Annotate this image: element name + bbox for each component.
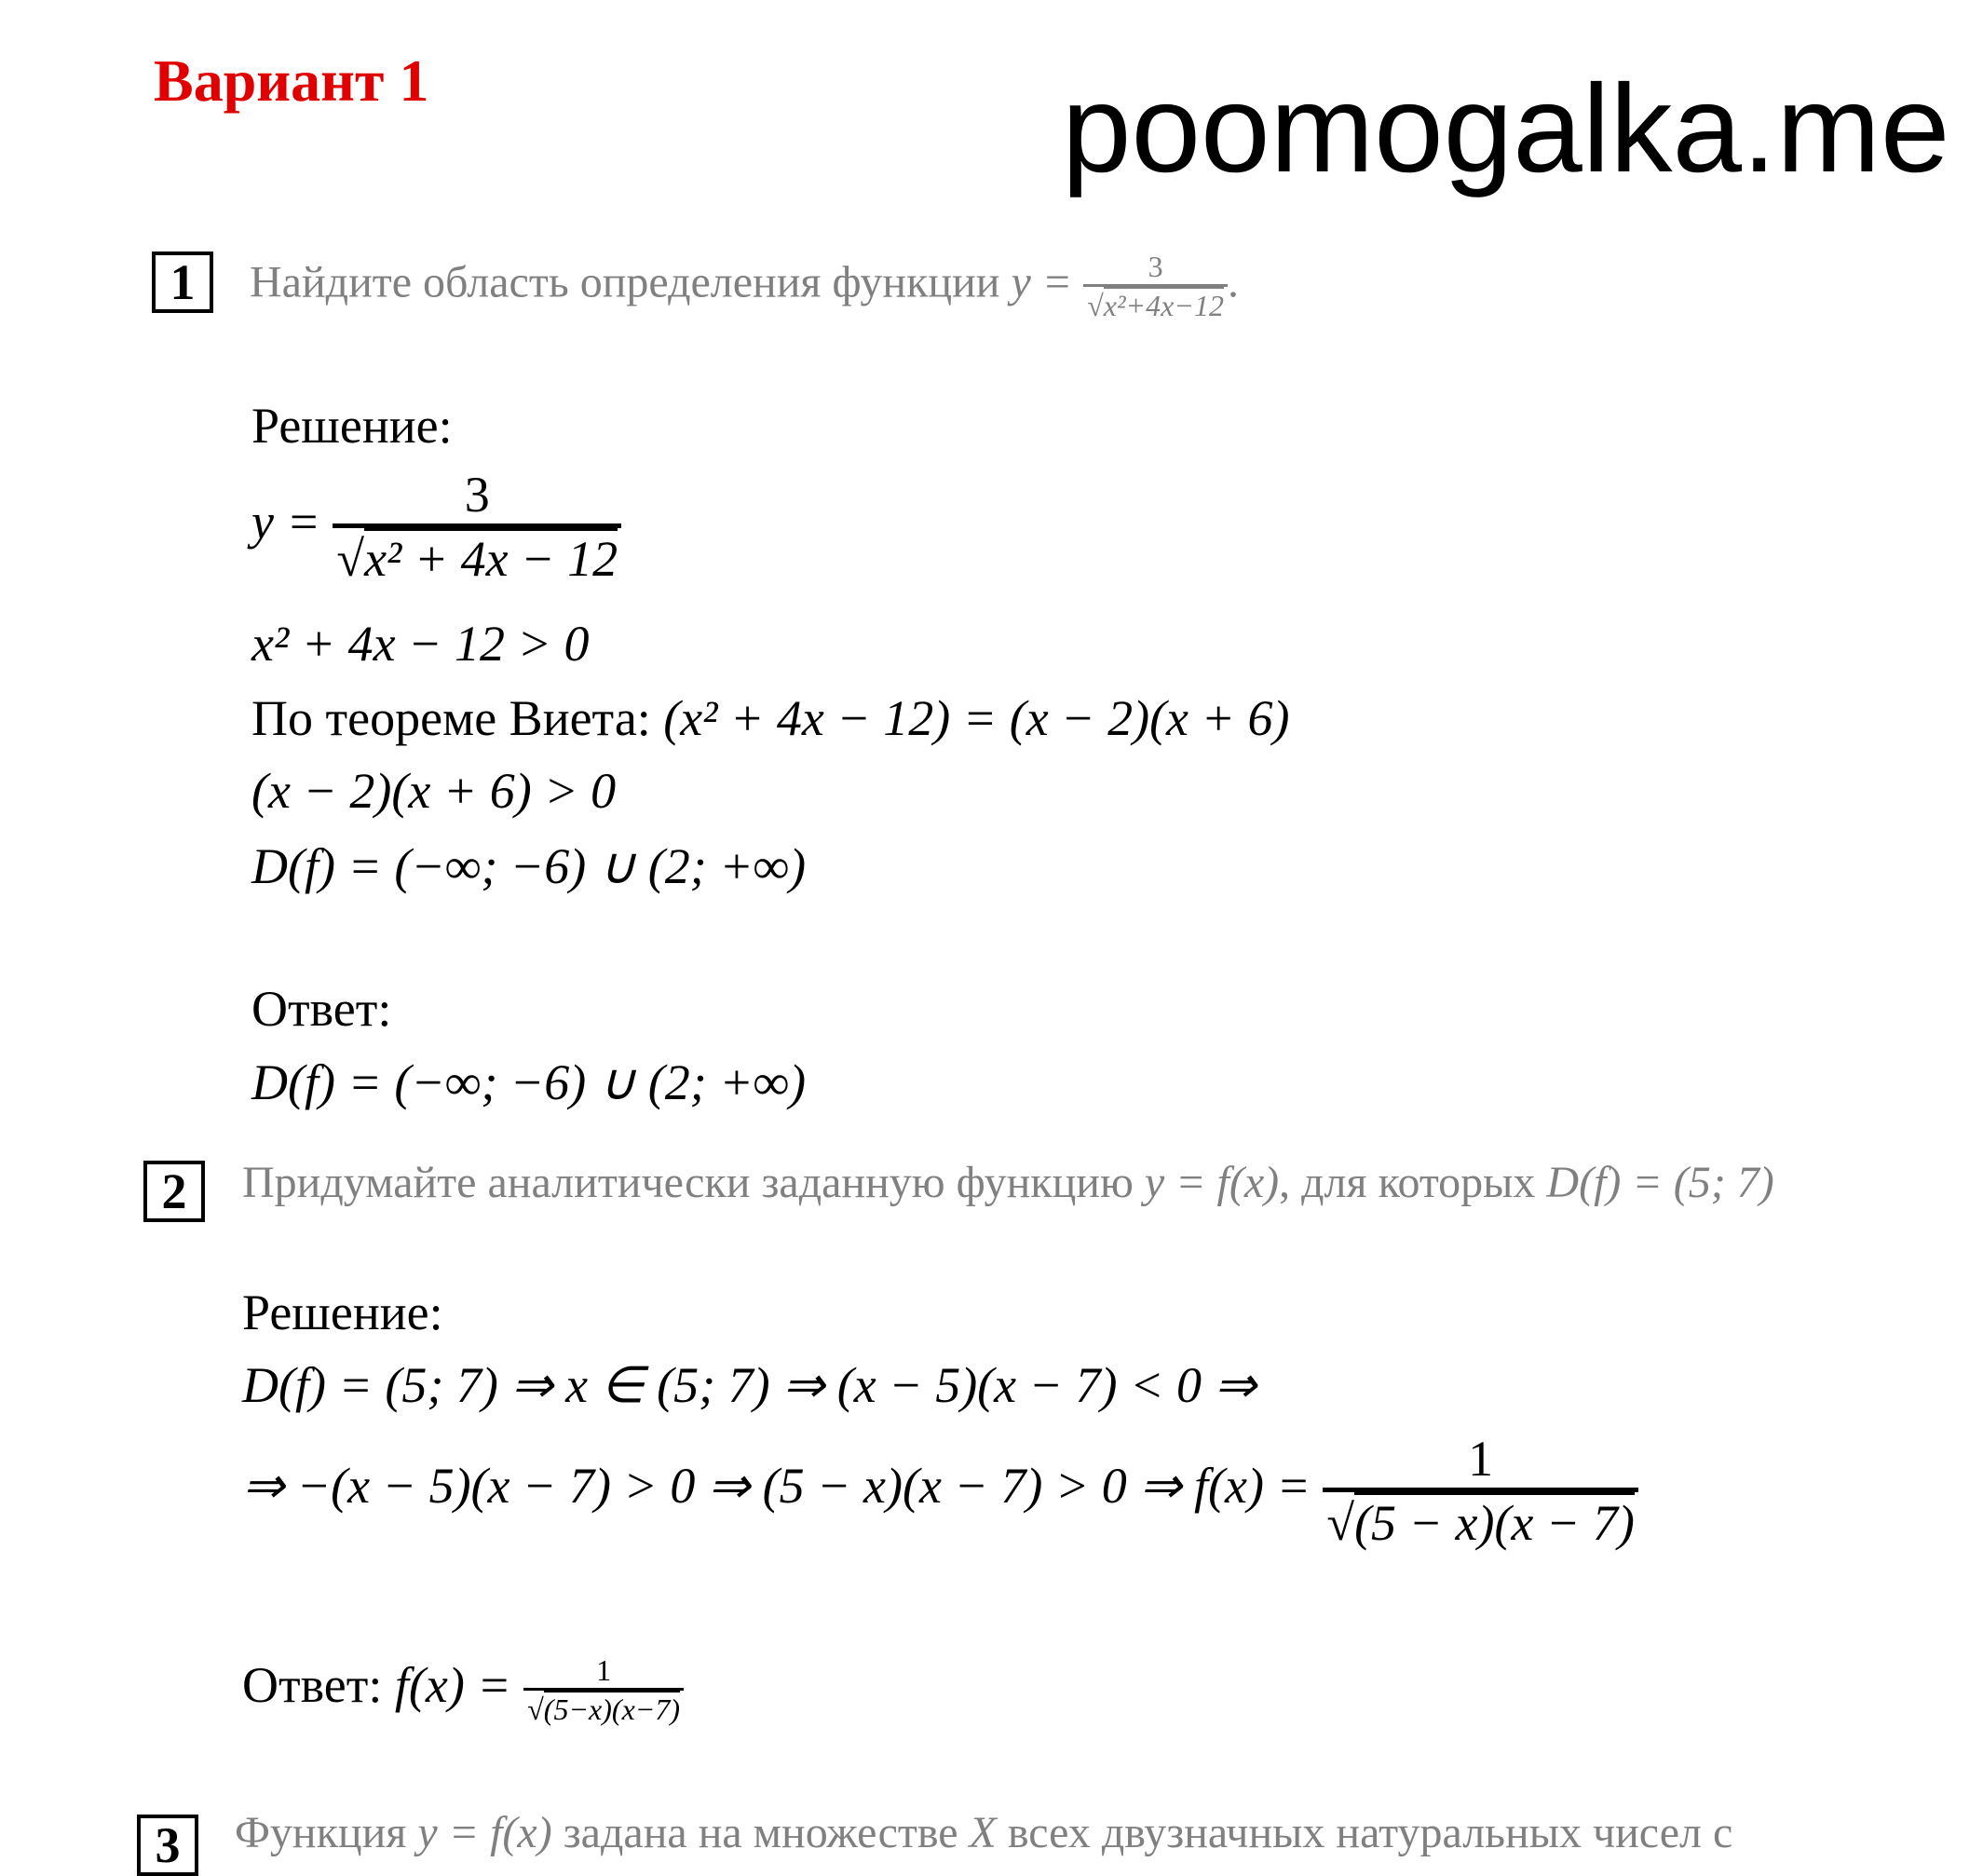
sqrt-sign xyxy=(1087,289,1104,322)
task3-text-c: всех двузначных натуральных чисел с xyxy=(1007,1808,1733,1857)
task-number-3: 3 xyxy=(137,1815,198,1876)
task2-answer-den: (5−x)(x−7) xyxy=(544,1690,680,1726)
task1-formula-num: 3 xyxy=(1148,250,1163,283)
task1-line4: (x − 2)(x + 6) > 0 xyxy=(251,763,617,819)
site-watermark: poomogalka.me xyxy=(1062,60,1950,198)
task2-line2 xyxy=(242,1430,1638,1552)
task2-answer xyxy=(242,1653,684,1727)
task1-eq-lhs: y = xyxy=(251,493,320,550)
task2-line2-den: (5 − x)(x − 7) xyxy=(1354,1492,1635,1551)
task2-answer-label: Ответ: xyxy=(242,1656,383,1713)
task2-answer-lhs: f(x) = xyxy=(394,1656,511,1713)
task2-statement xyxy=(242,1157,1774,1208)
task1-period: . xyxy=(1227,257,1239,307)
task2-text-b: , для которых xyxy=(1279,1158,1536,1207)
task1-answer-label: Ответ: xyxy=(251,981,392,1037)
sqrt-sign xyxy=(527,1692,544,1726)
task3-text-a: Функция xyxy=(235,1808,407,1857)
task2-line1: D(f) = (5; 7) ⇒ x ∈ (5; 7) ⇒ (x − 5)(x − 7) < 0 ⇒ xyxy=(242,1357,1256,1413)
task1-answer: D(f) = (−∞; −6) ∪ (2; +∞) xyxy=(251,1054,807,1110)
task2-answer-num: 1 xyxy=(596,1653,612,1687)
task2-text-a: Придумайте аналитически заданную функцию xyxy=(242,1158,1134,1207)
task1-formula-fraction xyxy=(1083,250,1228,323)
task1-formula-lhs: y = xyxy=(1011,257,1073,307)
sqrt-sign xyxy=(1326,1495,1354,1551)
task1-line3 xyxy=(251,689,1289,747)
sqrt-sign xyxy=(336,531,364,587)
task1-eq-num: 3 xyxy=(464,467,490,523)
task1-equation xyxy=(251,466,621,588)
task1-formula-den: x²+4x−12 xyxy=(1104,286,1224,322)
task1-line3-text: По теореме Виета: xyxy=(251,690,651,746)
task3-math-1: y = f(x) xyxy=(417,1808,552,1857)
task3-text-b: задана на множестве xyxy=(563,1808,958,1857)
task2-line2-text: ⇒ −(x − 5)(x − 7) > 0 ⇒ (5 − x)(x − 7) > 0 ⇒ f(x) = xyxy=(242,1457,1311,1514)
task2-line2-num: 1 xyxy=(1468,1431,1494,1487)
task3-statement xyxy=(235,1807,1732,1858)
task1-eq-fraction xyxy=(333,466,621,588)
task2-math-1: y = f(x) xyxy=(1144,1158,1280,1207)
task2-solution-label: Решение: xyxy=(242,1285,443,1340)
task1-eq-den: x² + 4x − 12 xyxy=(364,528,618,587)
task2-line2-fraction xyxy=(1323,1430,1637,1552)
task1-statement xyxy=(250,250,1239,323)
task-number-2: 2 xyxy=(143,1161,205,1222)
task2-math-2: D(f) = (5; 7) xyxy=(1546,1158,1774,1207)
task1-line2: x² + 4x − 12 > 0 xyxy=(251,616,590,672)
task1-text: Найдите область определения функции xyxy=(250,257,1000,307)
variant-title: Вариант 1 xyxy=(154,48,429,114)
task1-solution-label: Решение: xyxy=(251,398,453,454)
task3-math-2: X xyxy=(969,1808,997,1857)
task-number-1: 1 xyxy=(152,251,213,313)
task2-answer-fraction xyxy=(523,1653,684,1727)
task1-line3-math: (x² + 4x − 12) = (x − 2)(x + 6) xyxy=(663,690,1290,746)
task1-line5: D(f) = (−∞; −6) ∪ (2; +∞) xyxy=(251,838,807,894)
